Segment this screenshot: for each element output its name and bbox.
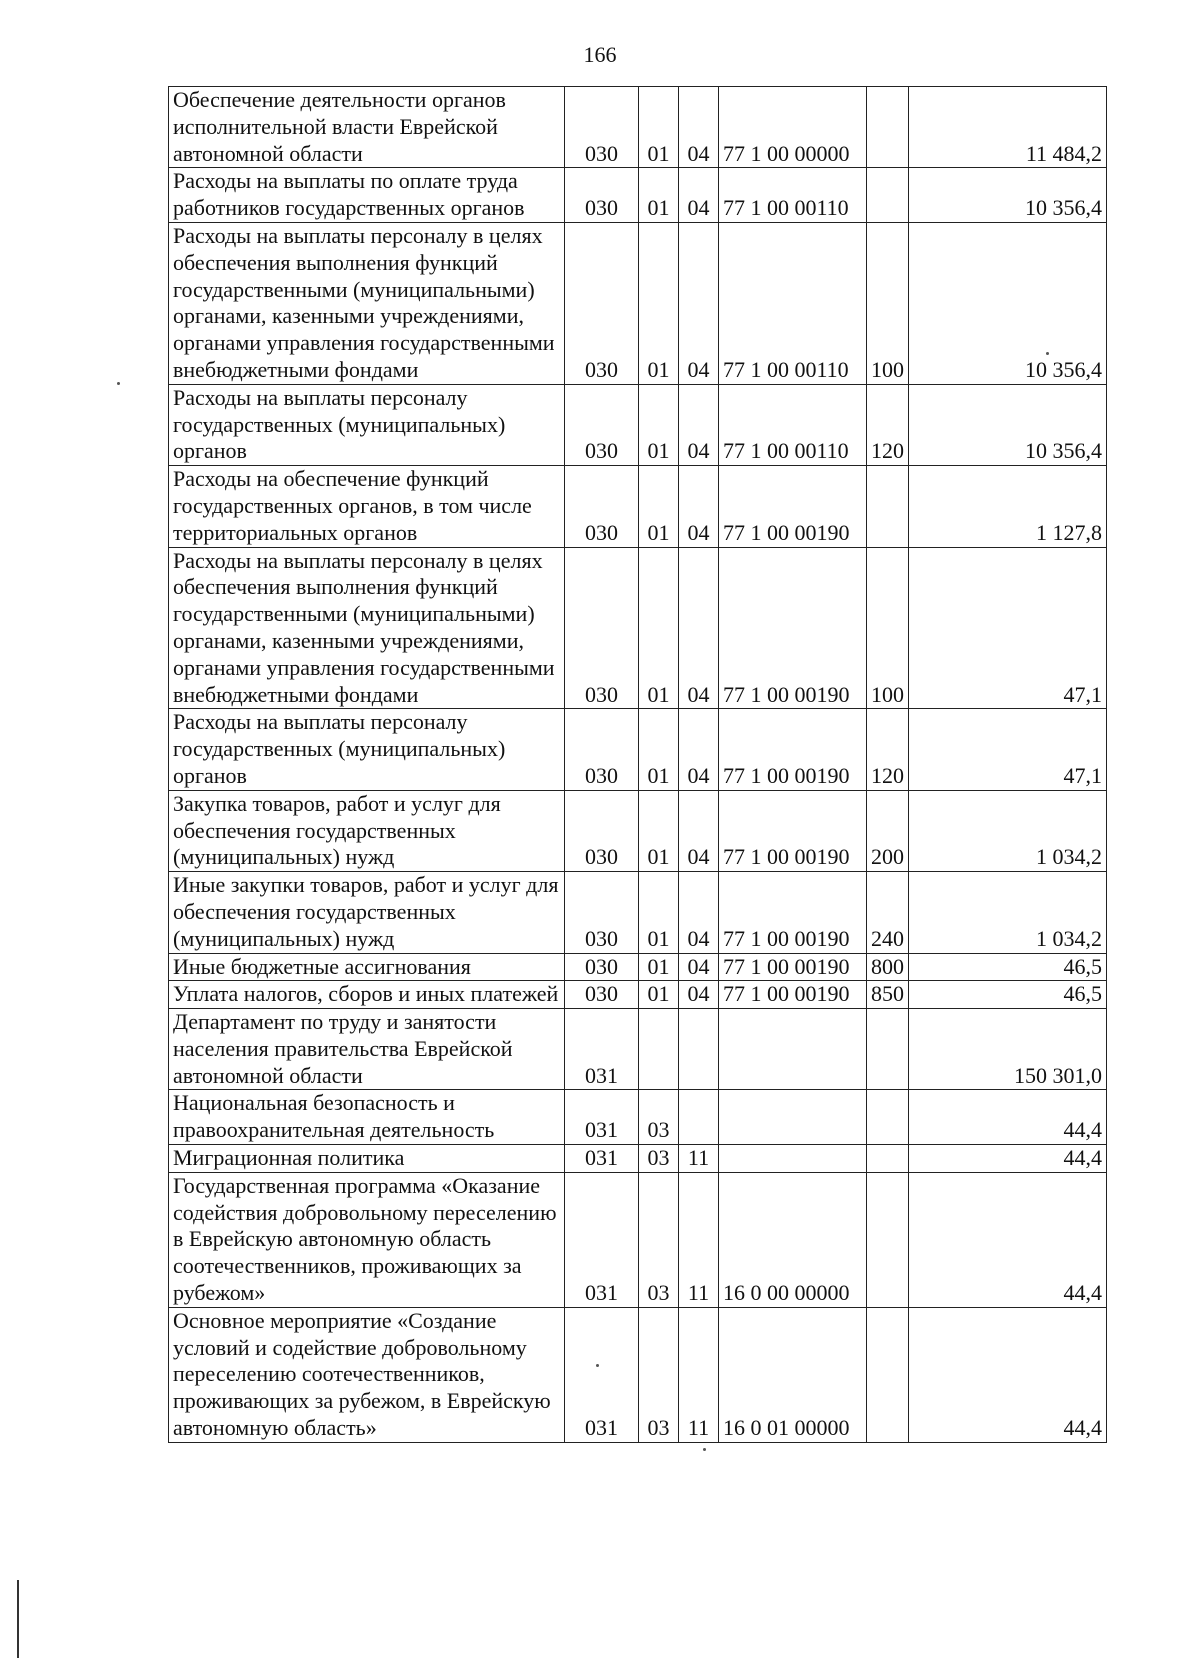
row-grbs-code: 030 [565,872,639,953]
table-row [169,547,1107,709]
budget-table-body [169,87,1107,1443]
row-section-code: 01 [639,466,679,547]
row-subsection-code: 04 [679,384,719,465]
row-grbs-code: 030 [565,168,639,223]
row-grbs-code: 031 [565,1307,639,1442]
row-name: Расходы на выплаты персоналу в целях обеспечения выполнения функций государственными (муниципальными) органами, казенными учреждениями, органами управления государственными внебюджетными фондами [169,547,565,709]
row-target-article-code: 77 1 00 00190 [719,547,867,709]
table-row [169,1090,1107,1145]
row-target-article-code: 77 1 00 00110 [719,168,867,223]
scan-speck [596,1364,599,1367]
row-expense-type-code [867,466,909,547]
row-section-code: 01 [639,222,679,384]
table-row [169,87,1107,168]
row-section-code: 03 [639,1090,679,1145]
row-amount: 46,5 [909,953,1107,981]
row-target-article-code: 16 0 00 00000 [719,1172,867,1307]
row-grbs-code: 030 [565,709,639,790]
row-section-code: 01 [639,87,679,168]
row-grbs-code: 031 [565,1090,639,1145]
row-expense-type-code: 100 [867,547,909,709]
table-row [169,1172,1107,1307]
row-section-code: 01 [639,953,679,981]
row-subsection-code: 04 [679,168,719,223]
row-target-article-code: 77 1 00 00190 [719,466,867,547]
row-amount: 44,4 [909,1172,1107,1307]
row-name: Расходы на выплаты персоналу государственных (муниципальных) органов [169,384,565,465]
row-target-article-code: 77 1 00 00190 [719,953,867,981]
scan-speck [117,382,120,385]
row-target-article-code: 77 1 00 00190 [719,709,867,790]
row-section-code: 03 [639,1307,679,1442]
row-amount: 10 356,4 [909,168,1107,223]
row-subsection-code: 11 [679,1172,719,1307]
row-name: Национальная безопасность и правоохранительная деятельность [169,1090,565,1145]
row-expense-type-code: 800 [867,953,909,981]
row-expense-type-code [867,168,909,223]
row-expense-type-code [867,1172,909,1307]
row-grbs-code: 030 [565,222,639,384]
row-subsection-code [679,1009,719,1090]
table-row [169,872,1107,953]
table-row [169,1145,1107,1173]
row-name: Закупка товаров, работ и услуг для обеспечения государственных (муниципальных) нужд [169,790,565,871]
row-amount: 1 034,2 [909,872,1107,953]
page-number: 166 [583,42,617,67]
scan-speck [1046,352,1049,355]
row-name: Расходы на обеспечение функций государственных органов, в том числе территориальных органов [169,466,565,547]
row-subsection-code: 11 [679,1307,719,1442]
table-row [169,384,1107,465]
row-amount: 11 484,2 [909,87,1107,168]
row-name: Обеспечение деятельности органов исполнительной власти Еврейской автономной области [169,87,565,168]
row-grbs-code: 030 [565,466,639,547]
row-target-article-code [719,1009,867,1090]
row-amount: 44,4 [909,1145,1107,1173]
row-grbs-code: 031 [565,1172,639,1307]
row-target-article-code: 77 1 00 00190 [719,790,867,871]
row-subsection-code: 04 [679,872,719,953]
table-row [169,168,1107,223]
row-name: Расходы на выплаты персоналу государственных (муниципальных) органов [169,709,565,790]
row-section-code: 03 [639,1172,679,1307]
row-name: Основное мероприятие «Создание условий и содействие добровольному переселению соотечественников, проживающих за рубежом, в Еврейскую автономную область» [169,1307,565,1442]
row-name: Расходы на выплаты персоналу в целях обеспечения выполнения функций государственными (муниципальными) органами, казенными учреждениями, органами управления государственными внебюджетными фондами [169,222,565,384]
table-row [169,466,1107,547]
row-expense-type-code [867,1307,909,1442]
row-section-code: 01 [639,981,679,1009]
table-row [169,790,1107,871]
budget-table [168,86,1107,1443]
table-row [169,1009,1107,1090]
row-amount: 1 127,8 [909,466,1107,547]
row-amount: 44,4 [909,1090,1107,1145]
row-target-article-code [719,1145,867,1173]
row-section-code: 01 [639,547,679,709]
row-section-code: 01 [639,384,679,465]
row-subsection-code: 04 [679,547,719,709]
row-expense-type-code: 240 [867,872,909,953]
row-expense-type-code: 100 [867,222,909,384]
table-row [169,953,1107,981]
row-grbs-code: 030 [565,384,639,465]
row-expense-type-code [867,1009,909,1090]
table-row [169,709,1107,790]
row-target-article-code: 77 1 00 00110 [719,222,867,384]
row-expense-type-code: 120 [867,384,909,465]
row-subsection-code [679,1090,719,1145]
row-amount: 10 356,4 [909,384,1107,465]
row-subsection-code: 11 [679,1145,719,1173]
row-amount: 46,5 [909,981,1107,1009]
row-amount: 44,4 [909,1307,1107,1442]
row-name: Государственная программа «Оказание содействия добровольному переселению в Еврейскую автономную область соотечественников, проживающих за рубежом» [169,1172,565,1307]
row-name: Миграционная политика [169,1145,565,1173]
table-row [169,1307,1107,1442]
row-target-article-code [719,1090,867,1145]
scan-margin-mark [17,1580,19,1658]
row-grbs-code: 031 [565,1145,639,1173]
row-name: Департамент по труду и занятости населения правительства Еврейской автономной области [169,1009,565,1090]
row-name: Уплата налогов, сборов и иных платежей [169,981,565,1009]
table-row [169,981,1107,1009]
row-grbs-code: 030 [565,547,639,709]
row-expense-type-code: 200 [867,790,909,871]
row-target-article-code: 77 1 00 00190 [719,981,867,1009]
row-target-article-code: 77 1 00 00190 [719,872,867,953]
row-amount: 47,1 [909,547,1107,709]
row-expense-type-code [867,1145,909,1173]
row-amount: 47,1 [909,709,1107,790]
row-grbs-code: 030 [565,790,639,871]
row-name: Иные закупки товаров, работ и услуг для обеспечения государственных (муниципальных) нужд [169,872,565,953]
row-grbs-code: 030 [565,953,639,981]
scan-speck [703,1448,706,1451]
row-subsection-code: 04 [679,466,719,547]
row-target-article-code: 16 0 01 00000 [719,1307,867,1442]
row-subsection-code: 04 [679,709,719,790]
row-expense-type-code [867,87,909,168]
row-subsection-code: 04 [679,981,719,1009]
row-amount: 10 356,4 [909,222,1107,384]
row-subsection-code: 04 [679,953,719,981]
row-amount: 150 301,0 [909,1009,1107,1090]
row-section-code: 01 [639,872,679,953]
row-target-article-code: 77 1 00 00000 [719,87,867,168]
row-section-code: 01 [639,709,679,790]
row-subsection-code: 04 [679,222,719,384]
row-section-code: 01 [639,168,679,223]
row-expense-type-code: 120 [867,709,909,790]
row-expense-type-code: 850 [867,981,909,1009]
row-name: Иные бюджетные ассигнования [169,953,565,981]
row-amount: 1 034,2 [909,790,1107,871]
row-grbs-code: 030 [565,87,639,168]
row-section-code: 01 [639,790,679,871]
row-section-code [639,1009,679,1090]
row-grbs-code: 030 [565,981,639,1009]
row-name: Расходы на выплаты по оплате труда работников государственных органов [169,168,565,223]
row-section-code: 03 [639,1145,679,1173]
row-expense-type-code [867,1090,909,1145]
row-grbs-code: 031 [565,1009,639,1090]
row-subsection-code: 04 [679,790,719,871]
row-target-article-code: 77 1 00 00110 [719,384,867,465]
row-subsection-code: 04 [679,87,719,168]
table-row [169,222,1107,384]
